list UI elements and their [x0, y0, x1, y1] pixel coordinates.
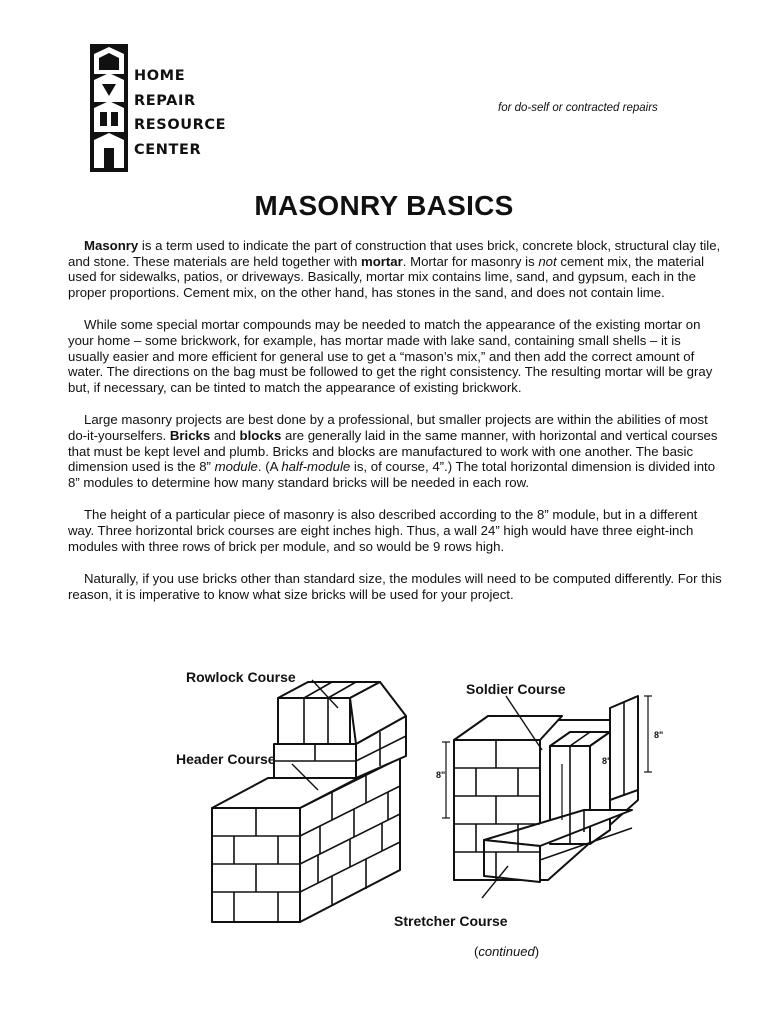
paragraph-nonstandard: Naturally, if you use bricks other than standard size, the modules will need to be computed differently. For this reason, it is imperative to know what size bricks will be used for your project. — [68, 571, 722, 602]
text-run: Large masonry projects are best done by a professional, but smaller projects are within the abilities of most do-it-yourselfers. — [68, 412, 708, 443]
text-run: is a term used to indicate the part of construction that uses brick, concrete block, structural clay tile, and stone. These materials are held together with — [68, 238, 721, 269]
paragraph-mortar-compounds: While some special mortar compounds may be needed to match the appearance of the existing mortar on your home – some brickwork, for example, has mortar made with lake sand, containing small shells – it is usually easier and more efficient for general use to get a “mason’s mix,” and then add the correct amount of water. The directions on the bag must be followed to get the right consistency. The resulting mortar will be gray but, if necessary, can be tinted to match the appearance of existing brickwork. — [68, 317, 713, 395]
logo-wordmark — [134, 64, 226, 162]
text-run: . (A — [257, 459, 282, 475]
soldier-side — [590, 732, 610, 844]
dimension-label-middle: 8" — [602, 756, 612, 766]
logo-line: REPAIR — [134, 92, 196, 109]
paren-close: ) — [534, 944, 540, 959]
term-mortar: mortar — [360, 253, 403, 269]
label-soldier-course: Soldier Course — [466, 681, 566, 697]
dimension-label-left: 8" — [436, 770, 446, 780]
page-title: MASONRY BASICS — [254, 190, 514, 221]
term-module: module — [214, 459, 258, 475]
house-stack-logo-icon — [90, 44, 128, 172]
home-repair-resource-center-logo — [90, 44, 240, 174]
text-run: and — [210, 427, 240, 443]
text-run: are generally laid in the same manner, with horizontal and vertical courses that must be kept level and plumb. Bricks and blocks are manufactured to work with one another. The basic dimension used is the 8” — [68, 427, 718, 475]
label-stretcher-course: Stretcher Course — [394, 913, 508, 929]
logo-line: RESOURCE — [134, 117, 227, 133]
term-bricks: Bricks — [169, 427, 211, 443]
paragraph-bricks-blocks — [68, 412, 722, 490]
text-run: . Mortar for masonry is — [402, 253, 539, 269]
label-header-course: Header Course — [176, 751, 276, 767]
rowlock-front — [278, 698, 350, 744]
brick-courses-illustration — [170, 660, 690, 932]
text-run: cement mix, the material used for sidewalks, patios, or driveways. Basically, mortar mix contains lime, sand, and gypsum, each in the proper proportions. Cement mix, on the other hand, has stones in the sand, and does not contain lime. — [68, 253, 704, 300]
logo-line: CENTER — [134, 141, 202, 158]
text-run: is, of course, 4”.) The total horizontal dimension is divided into 8” modules to determine how many standard bricks will be needed in each row. — [68, 459, 716, 490]
tagline: for do-self or contracted repairs — [498, 102, 658, 114]
paren-open: ( — [474, 944, 479, 959]
stretcher-front — [484, 840, 540, 882]
emphasis-not: not — [538, 253, 557, 269]
continued-text: continued — [478, 944, 535, 959]
term-half-module: half-module — [281, 459, 351, 475]
paragraph-height: The height of a particular piece of masonry is also described according to the 8” module, but in a different way. Three horizontal brick courses are eight inches high. Thus, a wall 24” high would have three eight-inch modules with three rows of brick per module, and so would be 9 rows high. — [68, 507, 698, 554]
term-masonry: Masonry — [84, 238, 139, 253]
body-text — [68, 238, 722, 619]
paragraph-masonry — [68, 238, 722, 300]
brick-courses-drawing — [170, 660, 690, 932]
label-rowlock-course: Rowlock Course — [186, 669, 296, 685]
term-blocks: blocks — [239, 427, 282, 443]
dimension-label-right: 8" — [654, 730, 664, 740]
continued-note — [474, 944, 539, 959]
logo-line: HOME — [134, 68, 186, 84]
